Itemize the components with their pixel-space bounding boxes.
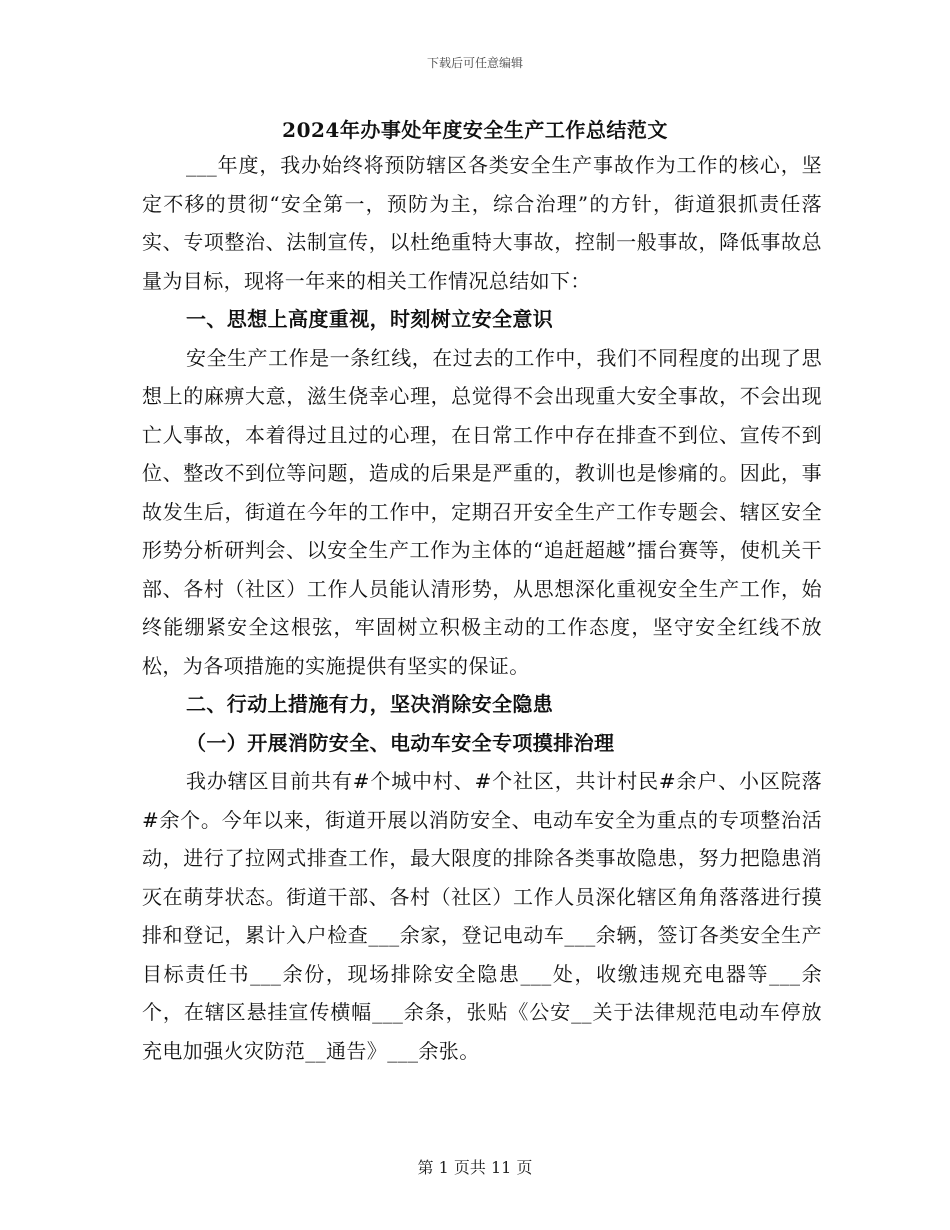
document-title: 2024年办事处年度安全生产工作总结范文 [282,118,668,142]
page-footer: 第 1 页共 11 页 [417,1158,533,1177]
body-paragraph: 我办辖区目前共有#个城中村、#个社区，共计村民#余户、小区院落#余个。今年以来，街道开展以消防安全、电动车安全为重点的专项整治活动，进行了拉网式排查工作，最大限度的排除各类事故隐患，努力把隐患消灭在萌芽状态。街道干部、各村（社区）工作人员深化辖区角角落落进行摸排和登记，累计入户检查___余家，登记电动车___余辆，签订各类安全生产目标责任书___余份，现场排除安全隐患___处，收缴违规充电器等___余个，在辖区悬挂宣传横幅___余条，张贴《公安__关于法律规范电动车停放充电加强火灾防范__通告》___余张。 [142,769,822,1063]
header-note: 下载后可任意编辑 [426,56,523,70]
subsection-heading-1: （一）开展消防安全、电动车安全专项摸排治理 [186,730,615,755]
section-heading-2: 二、行动上措施有力，坚决消除安全隐患 [186,692,554,716]
document-body [142,146,822,1070]
intro-paragraph: ___年度，我办始终将预防辖区各类安全生产事故作为工作的核心，坚定不移的贯彻“安全第一，预防为主，综合治理”的方针，街道狠抓责任落实、专项整治、法制宣传，以杜绝重特大事故，控制一般事故，降低事故总量为目标，现将一年来的相关工作情况总结如下： [142,153,822,293]
section-heading-1: 一、思想上高度重视，时刻树立安全意识 [186,307,554,331]
body-paragraph: 安全生产工作是一条红线，在过去的工作中，我们不同程度的出现了思想上的麻痹大意，滋生侥幸心理，总觉得不会出现重大安全事故，不会出现亡人事故，本着得过且过的心理，在日常工作中存在排查不到位、宣传不到位、整改不到位等问题，造成的后果是严重的，教训也是惨痛的。因此，事故发生后，街道在今年的工作中，定期召开安全生产工作专题会、辖区安全形势分析研判会、以安全生产工作为主体的“追赶超越”擂台赛等，使机关干部、各村（社区）工作人员能认清形势，从思想深化重视安全生产工作，始终能绷紧安全这根弦，牢固树立积极主动的工作态度，坚守安全红线不放松，为各项措施的实施提供有坚实的保证。 [142,345,822,678]
